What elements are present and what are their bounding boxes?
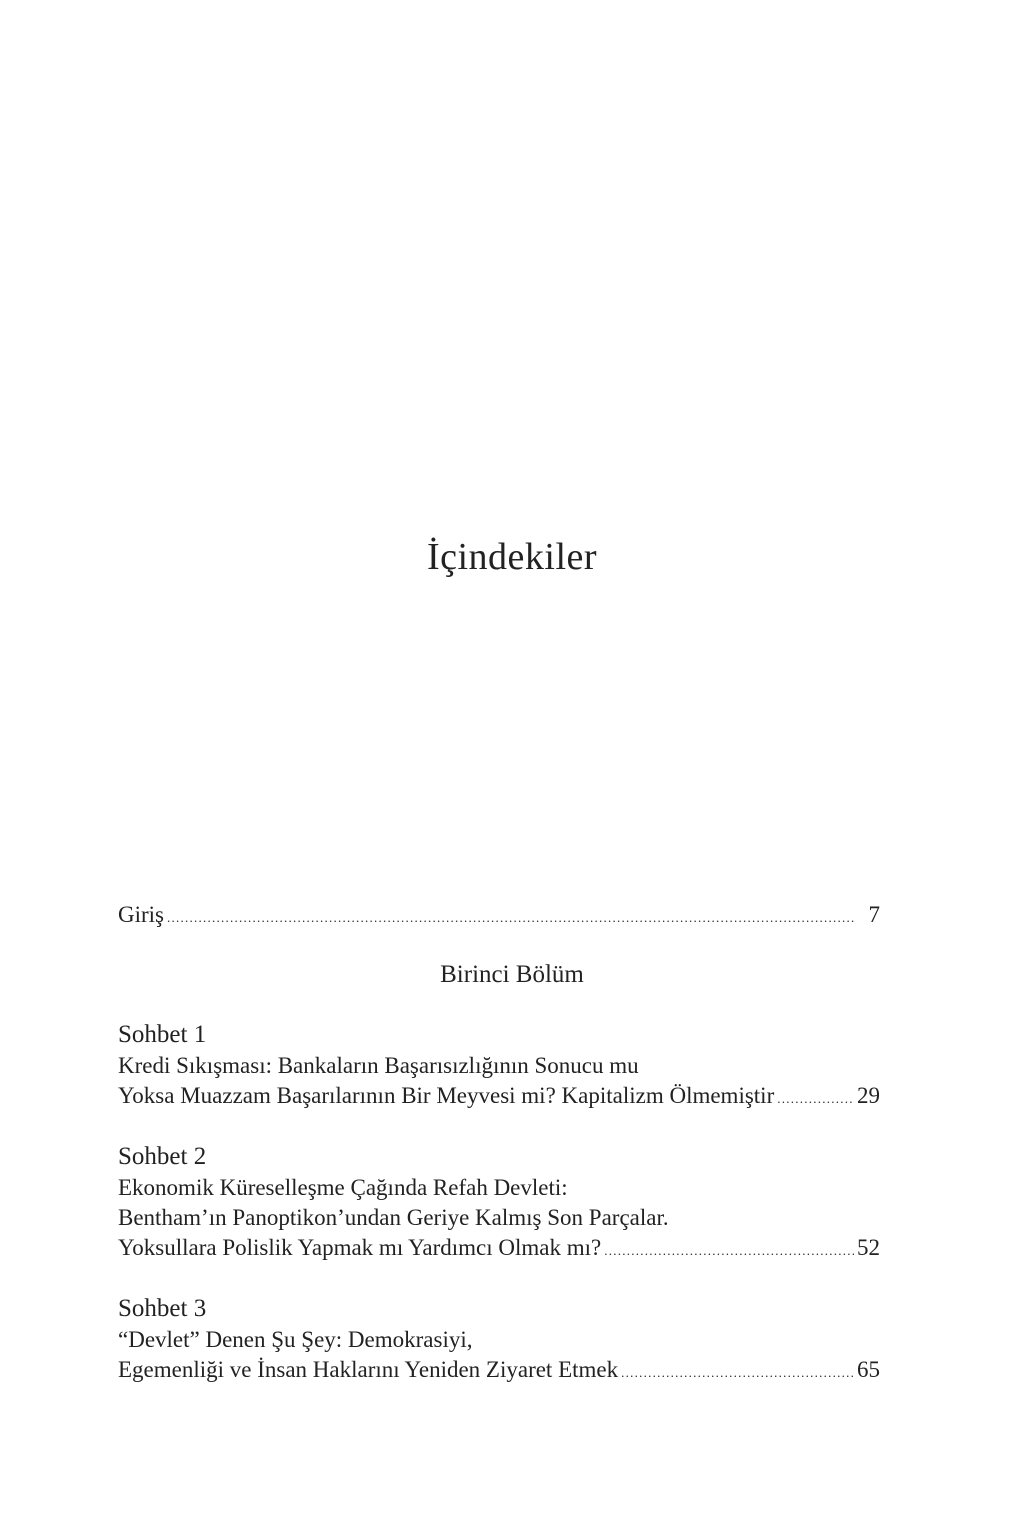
toc-page-number: 29 [857,1083,880,1108]
toc-entry-label: Giriş [118,902,164,927]
part-title: Birinci Bölüm [440,961,584,988]
toc-entry-text: Kredi Sıkışması: Bankaların Başarısızlığının Sonucu mu [118,1053,639,1078]
toc-entry-sohbet-2 [118,1141,880,1266]
toc-line [118,1233,880,1266]
toc-line [118,900,880,933]
toc-entry-intro [118,900,880,933]
dot-leader [621,1355,854,1388]
dot-leader [167,900,866,933]
toc-page-number: 52 [857,1235,880,1260]
dot-leader [604,1233,854,1266]
toc-line [118,1203,880,1233]
toc-entry-text: Egemenliği ve İnsan Haklarını Yeniden Ziyaret Etmek [118,1357,619,1382]
toc-entry-text: Yoksa Muazzam Başarılarının Bir Meyvesi mi? Kapitalizm Ölmemiştir [118,1083,775,1108]
toc-entry-text: Ekonomik Küreselleşme Çağında Refah Devleti: [118,1175,568,1200]
toc-entry-text: Bentham’ın Panoptikon’undan Geriye Kalmış Son Parçalar. [118,1205,669,1230]
dot-leader [777,1081,854,1114]
toc-entry-text: “Devlet” Denen Şu Şey: Demokrasiyi, [118,1327,473,1352]
conversation-label: Sohbet 2 [118,1143,207,1170]
conversation-label: Sohbet 1 [118,1021,207,1048]
toc-line [118,1355,880,1388]
toc-line [118,1325,880,1355]
toc-page-number: 7 [868,902,880,927]
conversation-label: Sohbet 3 [118,1295,207,1322]
page-title: İçindekiler [426,536,598,578]
toc-entry-text: Yoksullara Polislik Yapmak mı Yardımcı Olmak mı? [118,1235,602,1260]
toc-entry-sohbet-1 [118,1019,880,1114]
toc-line [118,1081,880,1114]
toc-page-number: 65 [857,1357,880,1382]
toc-entry-sohbet-3 [118,1293,880,1388]
toc-line [118,1051,880,1081]
toc-line [118,1173,880,1203]
